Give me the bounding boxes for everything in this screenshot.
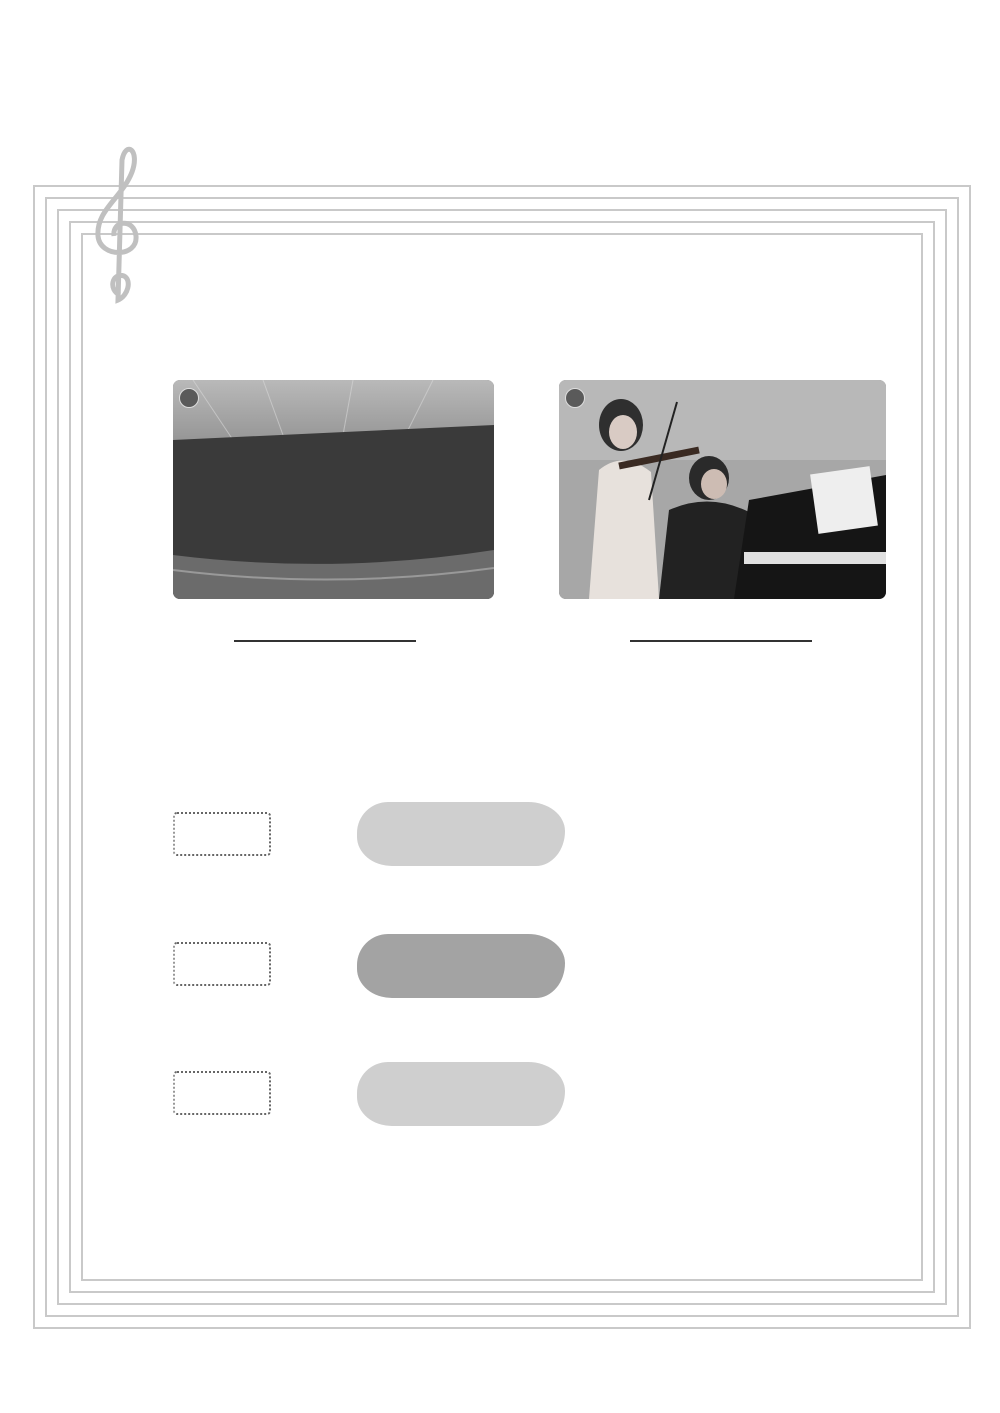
term-sonata[interactable] bbox=[173, 1071, 271, 1115]
answer-line-2[interactable] bbox=[630, 640, 812, 642]
treble-clef-icon bbox=[98, 149, 136, 300]
answer-line-1[interactable] bbox=[234, 640, 416, 642]
photo-number-1 bbox=[179, 388, 199, 408]
violin-piano-duo-icon bbox=[559, 380, 886, 599]
term-concert[interactable] bbox=[173, 942, 271, 986]
term-simfonia[interactable] bbox=[173, 812, 271, 856]
photo-number-2 bbox=[565, 388, 585, 408]
desc-orchestra[interactable] bbox=[357, 934, 565, 998]
orchestra-icon bbox=[173, 380, 494, 599]
liveworksheets-logo[interactable] bbox=[698, 1378, 718, 1408]
liveworksheets-mark-icon bbox=[698, 1385, 714, 1401]
desc-solo-instruments[interactable] bbox=[357, 802, 565, 866]
desc-orchestra-soloists[interactable] bbox=[357, 1062, 565, 1126]
duo-photo bbox=[559, 380, 886, 599]
orchestra-photo bbox=[173, 380, 494, 599]
